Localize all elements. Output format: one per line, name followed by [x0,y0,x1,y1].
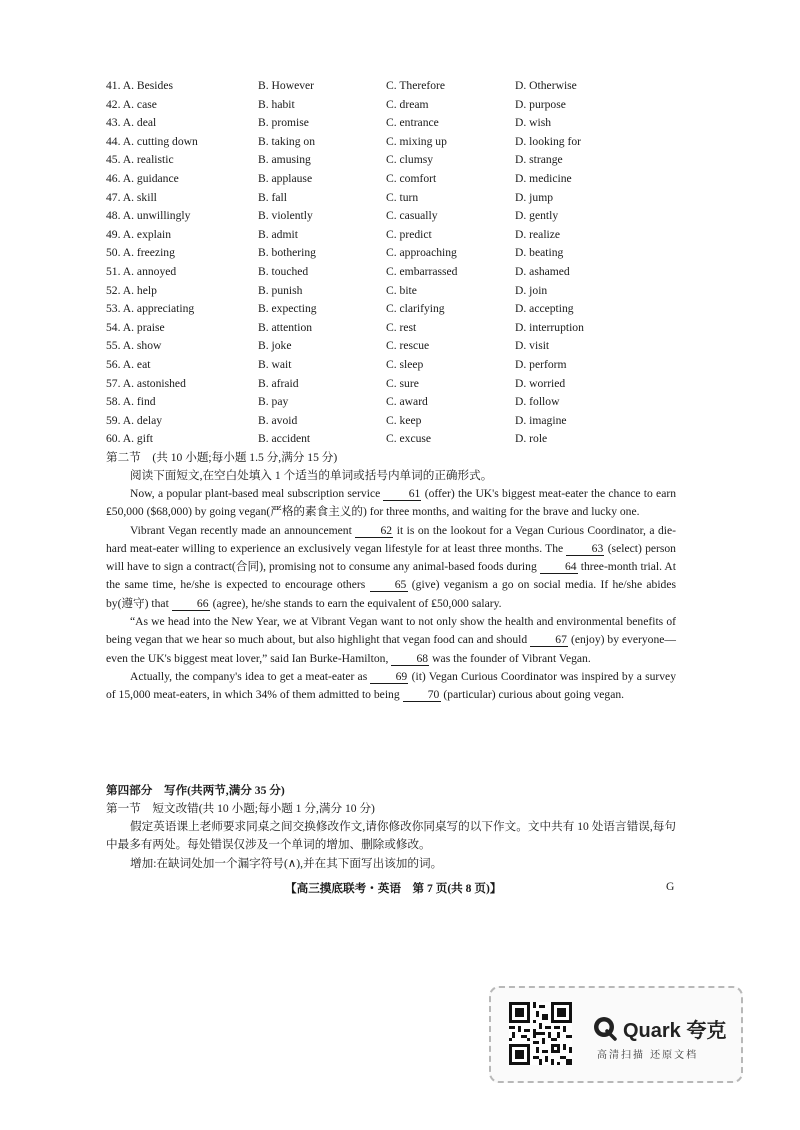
option-c: C. sleep [386,357,424,371]
option-row [106,356,706,375]
part-4-subheading: 第一节 短文改错(共 10 小题;每小题 1 分,满分 10 分) [106,802,375,815]
option-d: D. strange [515,153,563,167]
option-row [106,282,706,301]
option-a: 53. A. appreciating [106,302,195,316]
part-4-heading: 第四部分 写作(共两节,满分 35 分) [106,784,285,797]
text: three-month trial. At the same time, he/she is expected to encourage others [106,560,676,592]
option-c: C. predict [386,227,432,241]
option-c: C. rescue [386,339,430,353]
option-c: C. dream [386,97,429,111]
text: (it) Vegan Curious Coordinator was inspired by a survey of 15,000 meat-eaters, in which 34% of them admitted to being [106,669,676,702]
option-d: D. wish [515,116,552,130]
option-d: D. jump [515,190,554,204]
option-b: B. joke [258,339,292,353]
option-d: D. accepting [515,302,574,316]
option-d: D. perform [515,357,567,371]
blank-63: 63 [566,542,604,556]
option-row [106,375,706,394]
option-d: D. beating [515,246,564,260]
option-b: B. fall [258,190,287,204]
option-a: 44. A. cutting down [106,134,198,148]
option-a: 41. A. Besides [106,79,173,92]
part-4-instruction [106,818,676,855]
option-b: B. avoid [258,413,298,427]
option-c: C. mixing up [386,134,447,148]
footer-page-info: 【高三摸底联考・英语 第 7 页(共 8 页)】 [285,882,502,895]
option-c: C. clarifying [386,302,445,316]
passage-paragraph-2 [106,522,676,613]
option-d: D. looking for [515,134,582,148]
option-row [106,430,706,449]
option-a: 45. A. realistic [106,153,174,167]
text: (offer) the UK's biggest meat-eater the chance to earn ₤50,000 ($68,000) by going vegan(严格的素食主义的) for three months, and waiting for the brave and lucky one. [106,487,677,519]
option-row [106,319,706,338]
text: it is on the lookout for a Vegan Curious Coordinator, a die-hard meat-eater willing to experience an exclusively vegan lifestyle for at least three months. The [106,523,676,555]
option-d: D. ashamed [515,264,570,278]
option-b: B. afraid [258,376,299,390]
option-a: 48. A. unwillingly [106,209,191,223]
text: Actually, the company's idea to get a meat-eater as [130,669,371,683]
option-row [106,133,706,152]
option-b: B. applause [258,171,313,185]
part-4-add-rule [106,855,676,873]
option-d: D. worried [515,376,566,390]
quark-logo-icon [592,1015,618,1041]
option-a: 42. A. case [106,97,157,111]
blank-64: 64 [540,560,578,574]
text: Now, a popular plant-based meal subscription service [130,487,384,500]
blank-68: 68 [391,652,429,666]
text: (give) veganism a go on social media. If he/she abides by(遵守) that [106,578,676,610]
option-row [106,337,706,356]
option-a: 60. A. gift [106,432,154,446]
option-d: D. follow [515,395,560,409]
option-row [106,263,706,282]
option-c: C. clumsy [386,153,434,167]
footer-version-letter: G [666,880,675,893]
option-c: C. entrance [386,116,439,130]
option-d: D. purpose [515,97,566,111]
option-row [106,170,706,189]
option-a: 46. A. guidance [106,171,179,185]
blank-70: 70 [403,688,441,702]
option-c: C. rest [386,320,417,334]
option-d: D. realize [515,227,561,241]
option-d: D. visit [515,339,550,353]
option-c: C. casually [386,209,438,223]
quark-scan-badge [489,986,743,1083]
section-2-heading: 第二节 (共 10 小题;每小题 1.5 分,满分 15 分) [106,451,338,464]
option-b: B. violently [258,209,313,223]
option-c: C. embarrassed [386,264,458,278]
passage-paragraph-4 [106,668,676,705]
quark-brand-name: Quark 夸克 [623,1020,727,1042]
option-c: C. bite [386,283,417,297]
text: “As we head into the New Year, we at Vibrant Vegan want to not only show the health and environmental benefits of being vegan that we hear so much about, but also highlight that vegan food can and should [106,615,676,647]
option-b: B. However [258,79,315,92]
text: (agree), he/she stands to earn the equivalent of ₤50,000 salary. [209,596,502,610]
passage [106,485,676,705]
option-a: 55. A. show [106,339,162,353]
blank-69: 69 [370,670,408,684]
text: was the founder of Vibrant Vegan. [429,651,591,665]
option-row [106,207,706,226]
option-a: 49. A. explain [106,227,172,241]
option-a: 59. A. delay [106,413,163,427]
option-a: 56. A. eat [106,357,151,371]
option-d: D. Otherwise [515,79,577,92]
option-c: C. turn [386,190,419,204]
option-c: C. keep [386,413,422,427]
option-c: C. award [386,395,428,409]
option-row [106,77,706,96]
option-b: B. touched [258,264,309,278]
option-b: B. taking on [258,134,316,148]
blank-61: 61 [383,487,421,501]
option-a: 52. A. help [106,283,157,297]
cloze-options-list [106,77,706,449]
option-d: D. join [515,283,548,297]
option-b: B. attention [258,320,313,334]
option-row [106,114,706,133]
instruction-text: 假定英语课上老师要求同桌之间交换修改作文,请你修改你同桌写的以下作文。文中共有 10 处语言错误,每句中最多有两处。每处错误仅涉及一个单词的增加、删除或修改。 [106,820,676,852]
option-row [106,393,706,412]
text: (select) person will have to sign a contract(合同), promising not to consume any animal-based foods during [106,541,676,574]
option-b: B. amusing [258,153,311,167]
option-c: C. excuse [386,432,432,446]
text: Vibrant Vegan recently made an announcement [130,523,356,537]
passage-paragraph-1 [106,485,676,522]
quark-tagline: 高清扫描 还原文档 [597,1050,699,1061]
option-c: C. sure [386,376,419,390]
option-c: C. Therefore [386,79,446,92]
section-2-instruction [106,467,676,485]
qr-code-icon [509,1002,572,1065]
option-c: C. comfort [386,171,437,185]
option-c: C. approaching [386,246,457,260]
option-b: B. habit [258,97,295,111]
option-a: 51. A. annoyed [106,264,177,278]
option-row [106,151,706,170]
option-b: B. wait [258,357,292,371]
instruction-text: 阅读下面短文,在空白处填入 1 个适当的单词或括号内单词的正确形式。 [130,469,493,482]
option-row [106,244,706,263]
blank-66: 66 [172,597,210,611]
option-b: B. admit [258,227,298,241]
option-row [106,189,706,208]
option-row [106,412,706,431]
passage-paragraph-3 [106,613,676,668]
option-b: B. expecting [258,302,317,316]
option-row [106,96,706,115]
text: (particular) curious about going vegan. [440,688,625,702]
text: (enjoy) by everyone—even the UK's biggest meat lover,” said Ian Burke-Hamilton, [106,633,676,665]
option-a: 47. A. skill [106,190,157,204]
option-a: 58. A. find [106,395,156,409]
option-a: 57. A. astonished [106,376,186,390]
option-b: B. promise [258,116,309,130]
option-a: 54. A. praise [106,320,165,334]
option-b: B. bothering [258,246,316,260]
option-a: 43. A. deal [106,116,157,130]
option-d: D. imagine [515,413,567,427]
blank-65: 65 [370,578,408,592]
blank-62: 62 [355,524,393,538]
option-d: D. medicine [515,171,572,185]
option-row [106,300,706,319]
option-d: D. role [515,432,548,446]
option-d: D. interruption [515,320,584,334]
option-d: D. gently [515,209,559,223]
option-a: 50. A. freezing [106,246,175,260]
option-b: B. pay [258,395,289,409]
option-row [106,226,706,245]
blank-67: 67 [530,633,568,647]
instruction-text: 增加:在缺词处加一个漏字符号(∧),并在其下面写出该加的词。 [130,857,443,870]
option-b: B. punish [258,283,303,297]
option-b: B. accident [258,432,311,446]
